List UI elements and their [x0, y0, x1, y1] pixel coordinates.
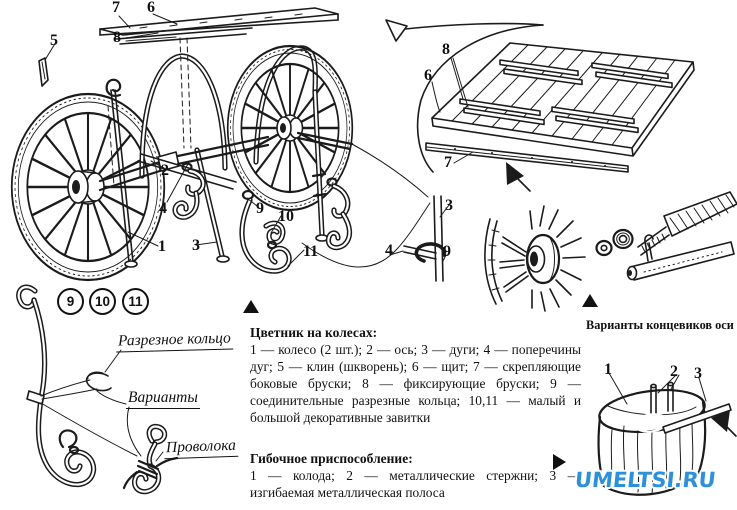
joint-label-9: 9	[443, 243, 451, 260]
cart-drawing	[12, 8, 353, 280]
part-label-10: 10	[278, 208, 294, 225]
legend-flowerbed-body: 1 — колесо (2 шт.); 2 — ось; 3 — дуги; 4 — поперечины дуг; 5 — клин (шкворень); 6 — щит; 7 — скрепляющие боковые бруски; 8 — фиксирующие бруски; 9 — соединительные разрезные кольца; 10,11 — малый и большой декоративные завитки	[250, 342, 581, 425]
part-label-2: 2	[161, 162, 169, 179]
part-label-6: 6	[147, 0, 155, 16]
circled-number-11: 11	[122, 288, 149, 315]
cart-platform	[100, 8, 338, 44]
arrow-head-outline	[386, 20, 407, 41]
legend-bender-heading: Гибочное приспособление:	[250, 451, 413, 466]
part-label-5: 5	[50, 32, 58, 49]
part-label-1: 1	[158, 238, 166, 255]
shield-label-7: 7	[444, 154, 452, 171]
legend-flowerbed-heading: Цветник на колесах:	[250, 325, 378, 340]
part-label-11: 11	[303, 243, 319, 260]
part-label-8: 8	[113, 29, 121, 46]
part-label-7: 7	[112, 0, 120, 16]
part-label-9: 9	[256, 200, 264, 217]
hub-detail	[485, 206, 585, 311]
shield-label-6: 6	[424, 67, 432, 84]
stump-label-1: 1	[604, 361, 612, 378]
legend-bender-body: 1 — колода; 2 — металлические стержни; 3 — изгибаемая металлическая полоса	[250, 468, 581, 500]
joint-label-4: 4	[385, 242, 393, 259]
circled-number-9: 9	[57, 288, 84, 315]
stump-label-2: 2	[670, 363, 678, 380]
label-split-ring: Разрезное кольцо	[116, 329, 233, 352]
section-marker-triangle-up	[243, 300, 259, 313]
part-label-4: 4	[159, 200, 167, 217]
label-variants: Варианты	[126, 389, 200, 409]
stump-label-3: 3	[694, 365, 702, 382]
shield-label-8: 8	[442, 41, 450, 58]
circled-number-10: 10	[89, 288, 116, 315]
axle-ends-detail	[597, 192, 737, 280]
hub-marker-triangle-up	[582, 294, 598, 307]
axle-ends-caption: Варианты концевиков оси	[586, 318, 734, 332]
joint-detail	[390, 196, 449, 281]
site-watermark: UMELTSI.RU	[573, 468, 717, 492]
part-label-3: 3	[192, 237, 200, 254]
label-wire: Проволока	[164, 437, 239, 460]
joint-label-3: 3	[445, 197, 453, 214]
shield-detail	[426, 43, 694, 191]
